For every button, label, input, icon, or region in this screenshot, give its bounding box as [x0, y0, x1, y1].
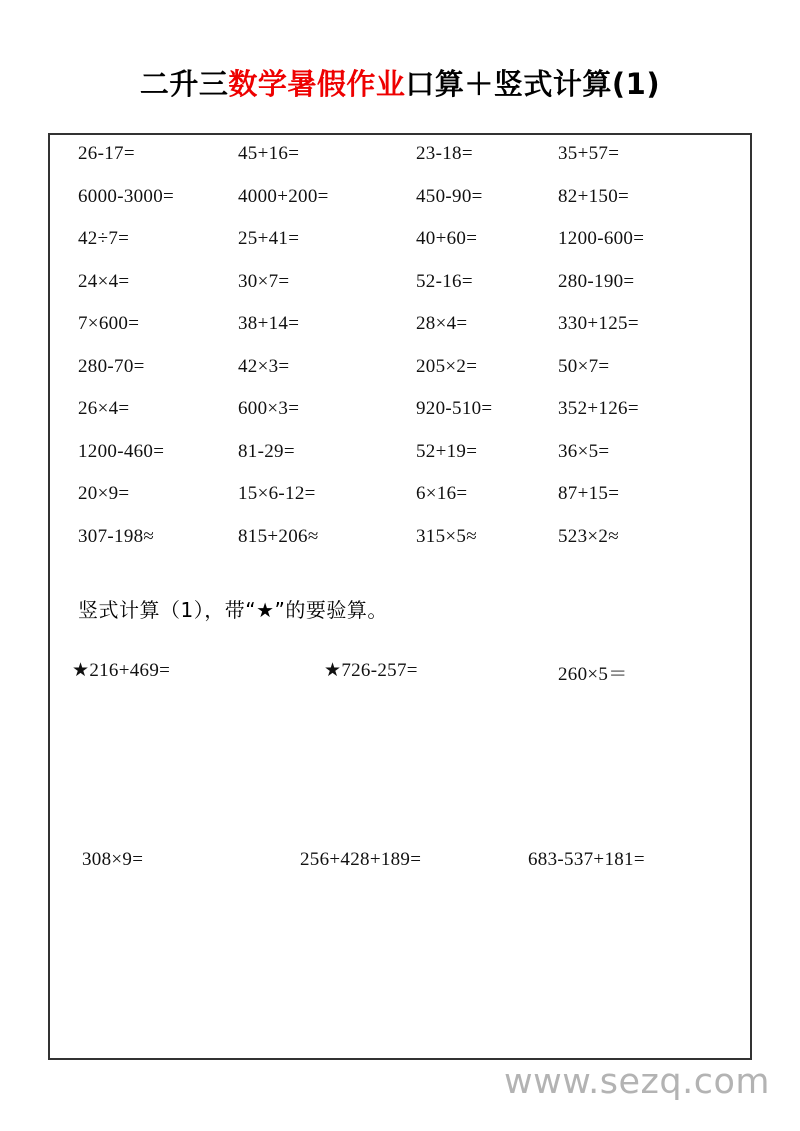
mental-math-problem: 25+41= [238, 228, 300, 249]
mental-math-problem: 35+57= [558, 143, 620, 164]
mental-math-problem: 450-90= [416, 185, 483, 207]
mental-math-problem: 920-510= [416, 398, 493, 419]
mental-math-problem: 330+125= [558, 313, 639, 334]
mental-math-row [50, 398, 754, 441]
mental-math-problem: 87+15= [558, 483, 620, 504]
mental-math-problem: 1200-600= [558, 228, 645, 249]
mental-math-problem: 4000+200= [238, 185, 329, 207]
mental-math-problem: 307-198≈ [78, 525, 155, 547]
mental-math-problem: 523×2≈ [558, 525, 619, 547]
mental-math-row [50, 271, 754, 314]
mental-math-problem: 26×4= [78, 398, 130, 419]
mental-math-problem: 23-18= [416, 143, 473, 164]
vertical-math-problem: ★216+469= [72, 660, 171, 681]
mental-math-row [50, 441, 754, 484]
mental-math-problem: 38+14= [238, 313, 300, 334]
mental-math-row [50, 526, 754, 569]
mental-math-problem: 15×6-12= [238, 483, 316, 504]
mental-math-problem: 30×7= [238, 270, 290, 292]
mental-math-row [50, 228, 754, 271]
mental-math-problem: 205×2= [416, 355, 478, 377]
title-suffix: 口算＋竖式计算(1) [405, 67, 661, 101]
mental-math-problem: 815+206≈ [238, 525, 319, 547]
mental-math-row [50, 186, 754, 229]
mental-math-problem: 52-16= [416, 270, 473, 292]
vertical-math-row [50, 659, 754, 849]
mental-math-problem: 352+126= [558, 398, 639, 419]
mental-math-row [50, 313, 754, 356]
worksheet-box [48, 133, 752, 1060]
vertical-math-problem: 308×9= [82, 849, 144, 870]
mental-math-row [50, 483, 754, 526]
vertical-math-problem: ★726-257= [324, 660, 418, 681]
title-prefix: 二升三 [139, 67, 229, 101]
page-title [0, 62, 800, 103]
mental-math-problem: 45+16= [238, 143, 300, 164]
mental-math-problem: 280-190= [558, 270, 635, 292]
mental-math-problem: 1200-460= [78, 440, 165, 462]
vertical-math-problem: 683-537+181= [528, 849, 645, 870]
mental-math-problem: 50×7= [558, 355, 610, 377]
mental-math-problem: 315×5≈ [416, 525, 477, 547]
mental-math-problem: 82+150= [558, 185, 630, 207]
vertical-math-problem: 260×5＝ [558, 664, 628, 685]
mental-math-row [50, 356, 754, 399]
mental-math-grid [50, 143, 754, 568]
mental-math-problem: 28×4= [416, 313, 468, 334]
mental-math-problem: 40+60= [416, 228, 478, 249]
mental-math-problem: 20×9= [78, 483, 130, 504]
mental-math-problem: 6000-3000= [78, 185, 175, 207]
mental-math-problem: 7×600= [78, 313, 140, 334]
vertical-math-row [50, 849, 754, 1039]
mental-math-problem: 24×4= [78, 270, 130, 292]
mental-math-problem: 280-70= [78, 355, 145, 377]
mental-math-problem: 600×3= [238, 398, 300, 419]
watermark: www.sezq.com [504, 1062, 771, 1102]
mental-math-problem: 36×5= [558, 440, 610, 462]
mental-math-problem: 81-29= [238, 440, 295, 462]
section-instruction: 竖式计算（1），带“★”的要验算。 [78, 598, 388, 622]
vertical-math-problem: 256+428+189= [300, 849, 422, 870]
title-highlight: 数学暑假作业 [228, 67, 406, 101]
mental-math-problem: 6×16= [416, 483, 468, 504]
mental-math-row [50, 143, 754, 186]
mental-math-problem: 42÷7= [78, 228, 130, 249]
mental-math-problem: 26-17= [78, 143, 135, 164]
mental-math-problem: 42×3= [238, 355, 290, 377]
mental-math-problem: 52+19= [416, 440, 478, 462]
